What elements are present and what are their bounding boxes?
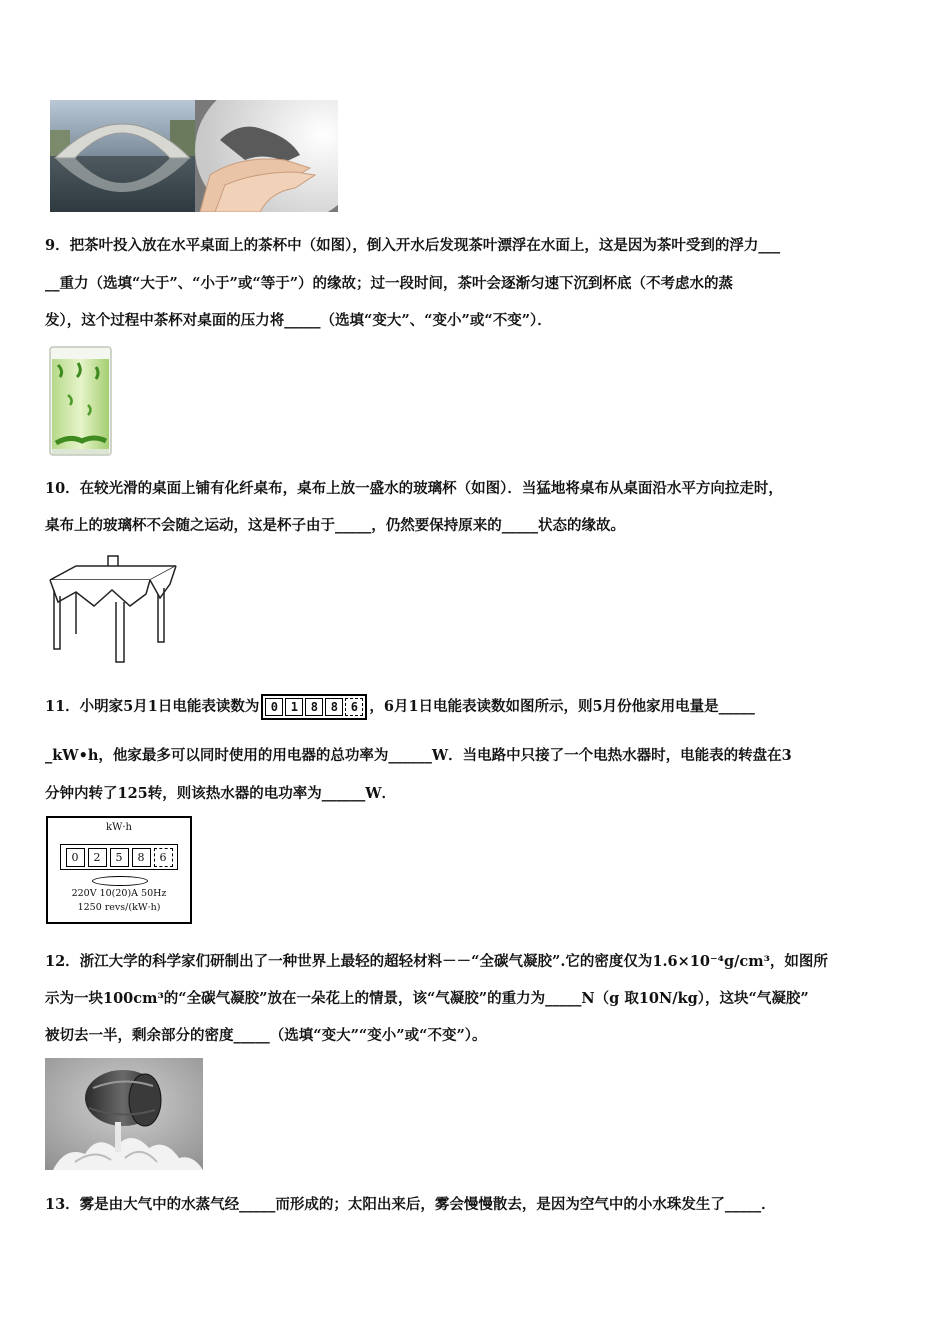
q12-line-3: 被切去一半，剩余部分的密度_____（选填“变大”“变小”或“不变”）。	[45, 1027, 487, 1044]
aerogel-flower-figure	[45, 1058, 203, 1170]
inline-meter-digit: 1	[285, 698, 303, 716]
q12-line-2: 示为一块100cm³的“全碳气凝胶”放在一朵花上的情景，该“气凝胶”的重力为_____N（g 取10N/kg），这块“气凝胶”	[45, 990, 809, 1007]
q9-line-1: 9．把茶叶投入放在水平桌面上的茶杯中（如图），倒入开水后发现茶叶漂浮在水面上，这是因为茶叶受到的浮力___	[45, 237, 781, 254]
meter-digit: 8	[132, 848, 151, 867]
meter-spec-revs: 1250 revs/(kW·h)	[77, 902, 161, 913]
meter-disc	[92, 876, 148, 886]
inline-meter-digit: 8	[325, 698, 343, 716]
inline-meter-reading	[261, 694, 367, 720]
q10-line-2: 桌布上的玻璃杯不会随之运动，这是杯子由于_____，仍然要保持原来的_____状态的缘故。	[45, 517, 625, 534]
q10-line-1: 10．在较光滑的桌面上铺有化纤桌布，桌布上放一盛水的玻璃杯（如图）．当猛地将桌布从桌面沿水平方向拉走时，	[45, 480, 783, 497]
inline-meter-digit: 8	[305, 698, 323, 716]
tea-cup-figure	[48, 345, 113, 457]
bridge-shadow-figure	[50, 100, 338, 212]
meter-digit: 6	[154, 848, 173, 867]
q11-line-1-post: ，6月1日电能表读数如图所示，则5月份他家用电量是_____	[369, 698, 755, 715]
q13-line-1: 13．雾是由大气中的水蒸气经_____而形成的；太阳出来后，雾会慢慢散去，是因为空气中的小水珠发生了_____．	[45, 1196, 776, 1213]
meter-digit: 0	[66, 848, 85, 867]
q11-line-1-pre: 11．小明家5月1日电能表读数为	[45, 698, 260, 715]
q11-line-1	[45, 694, 755, 720]
meter-spec-voltage: 220V 10(20)A 50Hz	[71, 888, 167, 899]
q11-line-3: 分钟内转了125转，则该热水器的电功率为______W．	[45, 785, 397, 802]
q12-line-1: 12．浙江大学的科学家们研制出了一种世界上最轻的超轻材料－－“全碳气凝胶”.它的密度仅为1.6×10⁻⁴g/cm³，如图所	[45, 953, 828, 970]
inline-meter-digit: 0	[265, 698, 283, 716]
q9-line-2: __重力（选填“大于”、“小于”或“等于”）的缘故；过一段时间，茶叶会逐渐匀速下沉到杯底（不考虑水的蒸	[45, 275, 734, 292]
inline-meter-digit: 6	[345, 698, 363, 716]
energy-meter-figure	[46, 816, 192, 924]
table-cloth-figure	[46, 554, 178, 664]
q9-line-3: 发），这个过程中茶杯对桌面的压力将_____（选填“变大”、“变小”或“不变”）．	[45, 312, 552, 329]
meter-unit-label: kW·h	[106, 822, 132, 833]
meter-digit: 2	[88, 848, 107, 867]
q11-line-2: _kW•h，他家最多可以同时使用的用电器的总功率为______W．当电路中只接了一个电热水器时，电能表的转盘在3	[45, 747, 792, 764]
meter-digit: 5	[110, 848, 129, 867]
